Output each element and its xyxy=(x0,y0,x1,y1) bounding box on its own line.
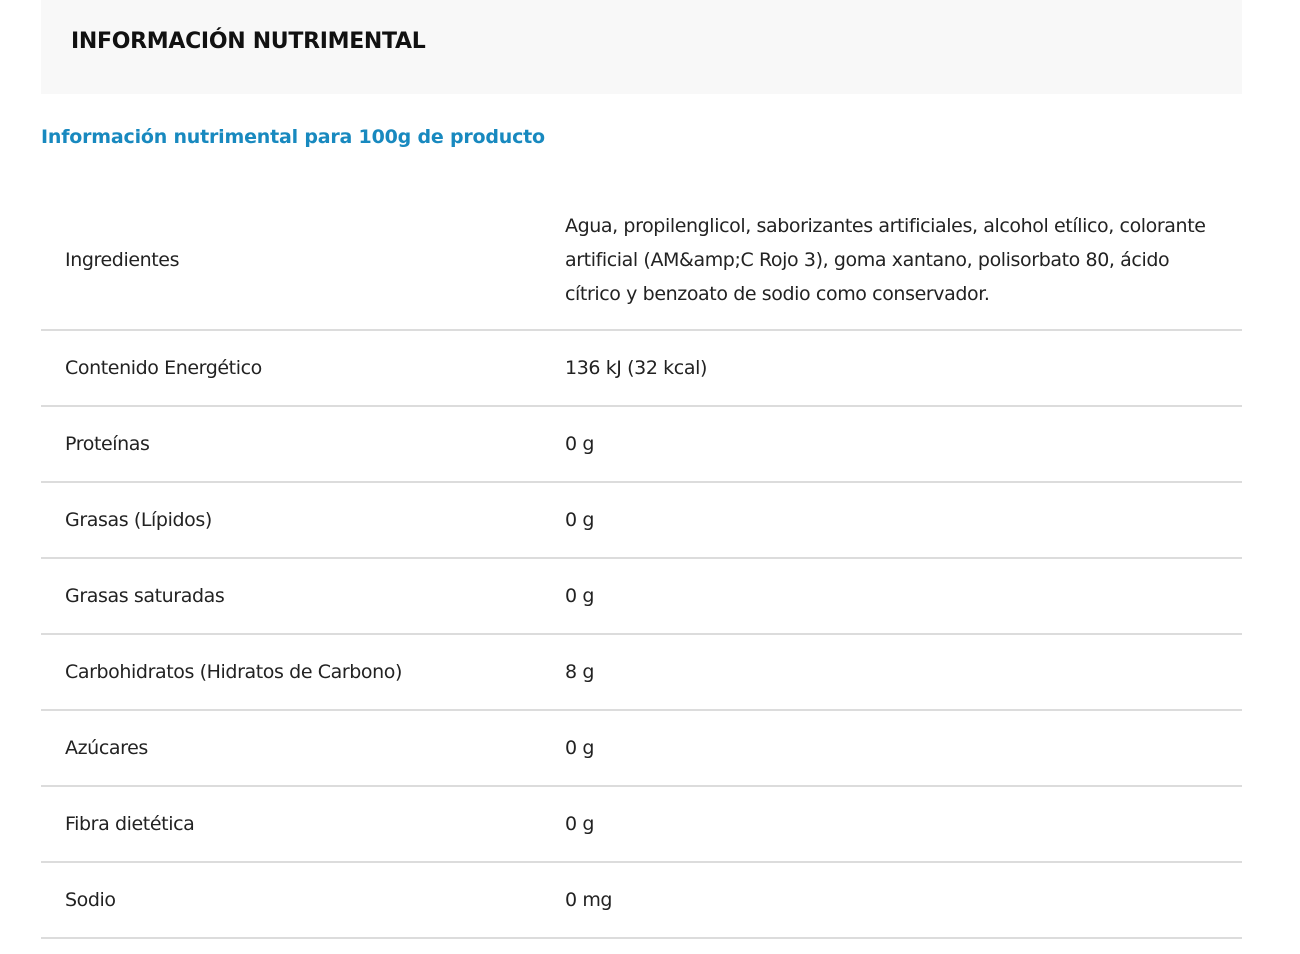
row-label: Ingredientes xyxy=(65,248,180,271)
table-row-fiber xyxy=(41,787,1242,863)
row-label: Contenido Energético xyxy=(65,357,262,379)
row-value: 136 kJ (32 kcal) xyxy=(565,357,707,379)
row-value: 0 g xyxy=(565,737,594,759)
row-label: Sodio xyxy=(65,889,116,911)
table-row-sugars xyxy=(41,711,1242,787)
section-subtitle: Información nutrimental para 100g de producto xyxy=(41,126,545,148)
row-value: 0 g xyxy=(565,813,594,835)
nutrition-table xyxy=(41,190,1242,939)
table-row-sodium xyxy=(41,863,1242,939)
row-label: Carbohidratos (Hidratos de Carbono) xyxy=(65,661,403,683)
table-row-energy xyxy=(41,331,1242,407)
table-row-fat xyxy=(41,483,1242,559)
row-label: Grasas saturadas xyxy=(65,585,225,607)
table-row-carbohydrates xyxy=(41,635,1242,711)
row-label: Grasas (Lípidos) xyxy=(65,509,212,531)
table-row-saturated-fat xyxy=(41,559,1242,635)
row-value: 8 g xyxy=(565,661,594,683)
table-row-protein xyxy=(41,407,1242,483)
panel-header xyxy=(41,0,1242,94)
row-value: 0 g xyxy=(565,509,594,531)
row-label: Proteínas xyxy=(65,433,150,455)
row-value: 0 mg xyxy=(565,889,613,911)
panel-title: INFORMACIÓN NUTRIMENTAL xyxy=(71,29,426,54)
row-value: 0 g xyxy=(565,585,594,607)
row-value: 0 g xyxy=(565,433,594,455)
row-label: Azúcares xyxy=(65,737,148,759)
row-label: Fibra dietética xyxy=(65,813,195,835)
table-row-ingredients xyxy=(41,190,1242,331)
row-value: Agua, propilenglicol, saborizantes artificiales, alcohol etílico, colorante artificial (AM&amp;C Rojo 3), goma xantano, polisorbato 80, ácido cítrico y benzoato de sodio como conservador. xyxy=(565,214,1206,305)
